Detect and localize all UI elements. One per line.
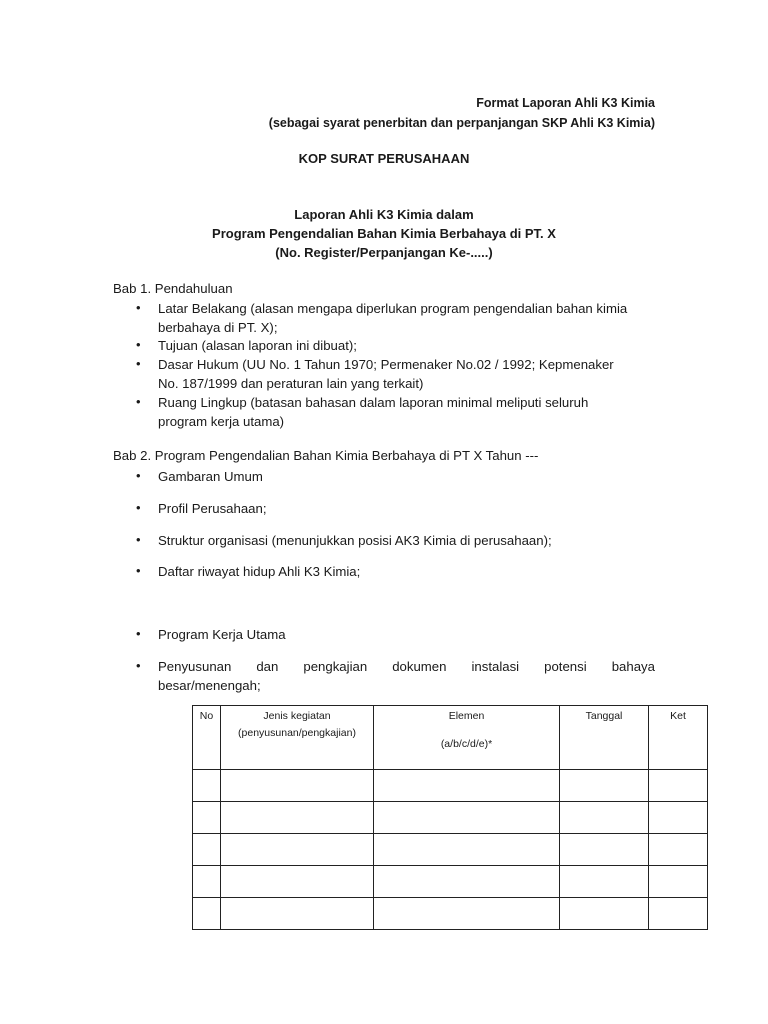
table-header-row <box>193 706 708 770</box>
list-item: Latar Belakang (alasan mengapa diperlukan program pengendalian bahan kimia berbahaya di PT. X); <box>158 301 628 335</box>
bullet-icon: • <box>136 300 141 315</box>
bullet-icon: • <box>136 626 141 641</box>
list-item: Struktur organisasi (menunjukkan posisi AK3 Kimia di perusahaan); <box>158 533 552 548</box>
table-row <box>193 770 708 802</box>
bab2-heading: Bab 2. Program Pengendalian Bahan Kimia Berbahaya di PT X Tahun --- <box>113 448 539 463</box>
bullet-icon: • <box>136 658 141 673</box>
bullet-icon: • <box>136 563 141 578</box>
list-item: Ruang Lingkup (batasan bahasan dalam laporan minimal meliputi seluruh program kerja utama) <box>158 395 589 429</box>
col-ket: Ket <box>649 706 708 770</box>
table-row <box>193 866 708 898</box>
col-tanggal: Tanggal <box>560 706 649 770</box>
bab1-heading: Bab 1. Pendahuluan <box>113 281 233 296</box>
bullet-icon: • <box>136 500 141 515</box>
format-subtitle: (sebagai syarat penerbitan dan perpanjangan SKP Ahli K3 Kimia) <box>268 116 655 130</box>
list-item: Daftar riwayat hidup Ahli K3 Kimia; <box>158 564 361 579</box>
list-item: Dasar Hukum (UU No. 1 Tahun 1970; Permenaker No.02 / 1992; Kepmenaker No. 187/1999 dan peraturan lain yang terkait) <box>158 357 614 391</box>
activity-table <box>192 705 708 930</box>
report-title-line2: Program Pengendalian Bahan Kimia Berbahaya di PT. X <box>212 226 556 241</box>
list-item: Program Kerja Utama <box>158 627 286 642</box>
bullet-icon: • <box>136 468 141 483</box>
kop-surat: KOP SURAT PERUSAHAAN <box>298 151 470 166</box>
bullet-icon: • <box>136 394 141 409</box>
col-elemen: Elemen (a/b/c/d/e)* <box>374 706 560 770</box>
list-item: Gambaran Umum <box>158 469 263 484</box>
report-title-line3: (No. Register/Perpanjangan Ke-.....) <box>275 245 493 260</box>
table-row <box>193 834 708 866</box>
list-item: Profil Perusahaan; <box>158 501 267 516</box>
bullet-icon: • <box>136 337 141 352</box>
bullet-icon: • <box>136 532 141 547</box>
list-item: Tujuan (alasan laporan ini dibuat); <box>158 338 357 353</box>
format-title: Format Laporan Ahli K3 Kimia <box>476 96 655 110</box>
col-jenis-kegiatan: Jenis kegiatan (penyusunan/pengkajian) <box>221 706 374 770</box>
table-row <box>193 802 708 834</box>
col-no: No <box>193 706 221 770</box>
list-item: Penyusunan dan pengkajian dokumen instalasi potensi bahaya besar/menengah; <box>158 659 655 693</box>
table-row <box>193 898 708 930</box>
report-title-line1: Laporan Ahli K3 Kimia dalam <box>294 207 474 222</box>
bullet-icon: • <box>136 356 141 371</box>
